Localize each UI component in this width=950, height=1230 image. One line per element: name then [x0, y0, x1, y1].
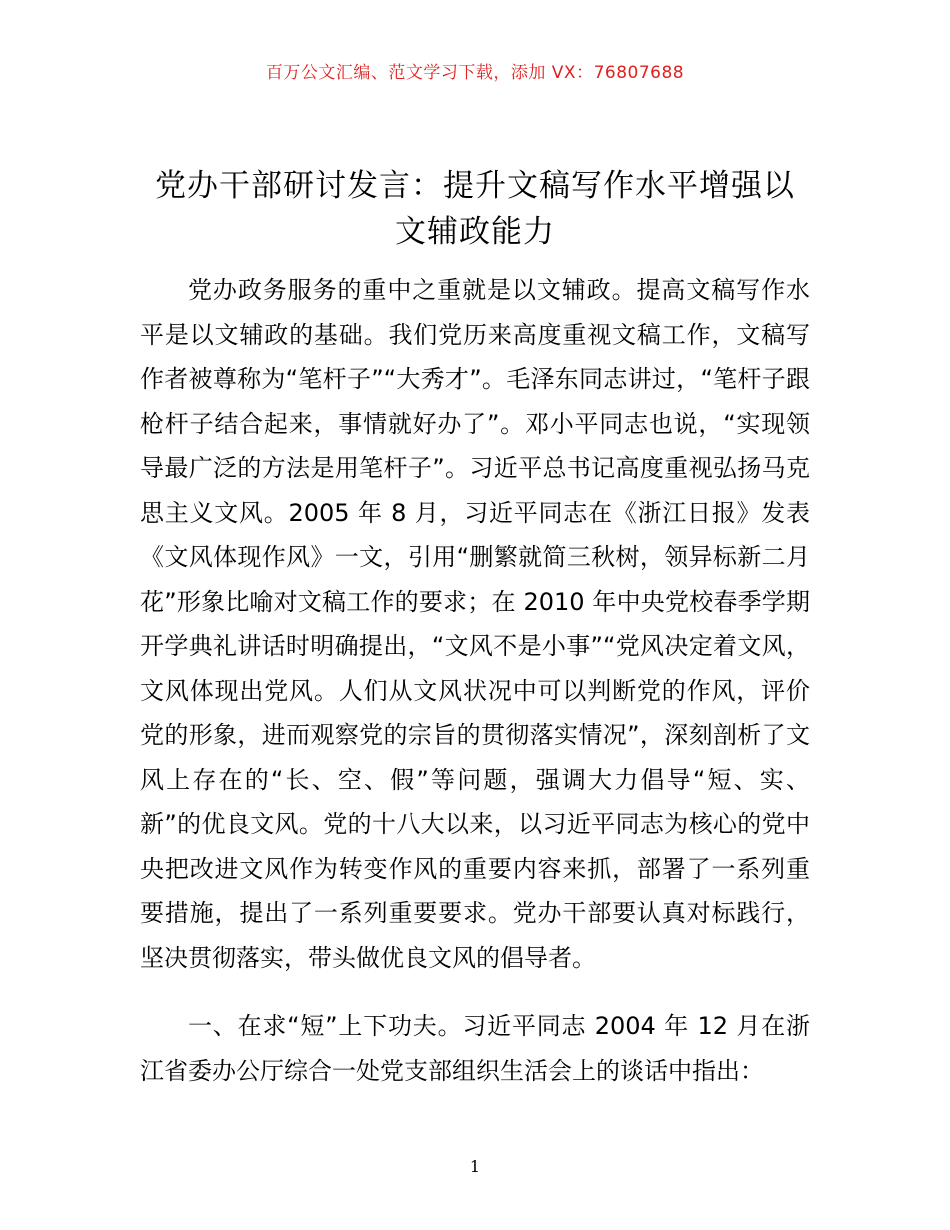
- document-title: 党办干部研讨发言：提升文稿写作水平增强以文辅政能力: [155, 168, 795, 250]
- document-body: [140, 268, 810, 1093]
- body-paragraph: 党办政务服务的重中之重就是以文辅政。提高文稿写作水平是以文辅政的基础。我们党历来高度重视文稿工作，文稿写作者被尊称为“笔杆子”“大秀才”。毛泽东同志讲过，“笔杆子跟枪杆子结合起来，事情就好办了”。邓小平同志也说，“实现领导最广泛的方法是用笔杆子”。习近平总书记高度重视弘扬马克思主义文风。2005 年 8 月，习近平同志在《浙江日报》发表《文风体现作风》一文，引用“删繁就简三秋树，领异标新二月花”形象比喻对文稿工作的要求；在 2010 年中央党校春季学期开学典礼讲话时明确提出，“文风不是小事”“党风决定着文风，文风体现出党风。人们从文风状况中可以判断党的作风，评价党的形象，进而观察党的宗旨的贯彻落实情况”，深刻剖析了文风上存在的“长、空、假”等问题，强调大力倡导“短、实、新”的优良文风。党的十八大以来，以习近平同志为核心的党中央把改进文风作为转变作风的重要内容来抓，部署了一系列重要措施，提出了一系列重要要求。党办干部要认真对标践行，坚决贯彻落实，带头做优良文风的倡导者。: [140, 276, 810, 972]
- page-number: 1: [469, 1157, 481, 1176]
- body-paragraph: 一、在求“短”上下功夫。习近平同志 2004 年 12 月在浙江省委办公厅综合一处党支部组织生活会上的谈话中指出：: [140, 1012, 810, 1085]
- header-note: 百万公文汇编、范文学习下载，添加 VX：76807688: [265, 63, 685, 83]
